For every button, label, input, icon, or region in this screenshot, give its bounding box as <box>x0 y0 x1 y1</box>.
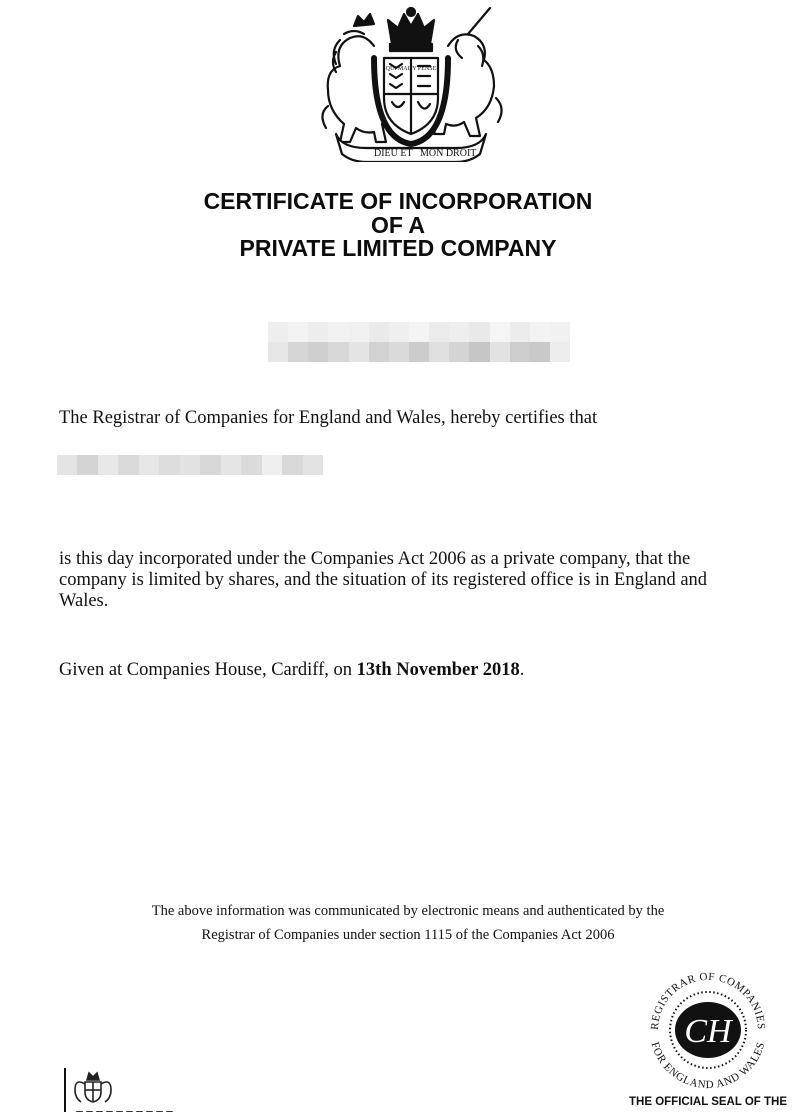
note-line: Registrar of Companies under section 1115 of the Companies Act 2006 <box>201 927 615 943</box>
seal-caption: THE OFFICIAL SEAL OF THE <box>629 1096 788 1108</box>
given-suffix: . <box>519 660 525 680</box>
gov-logo-divider <box>64 1068 66 1112</box>
note-line: The above information was communicated by electronic means and authenticated by the <box>151 903 665 919</box>
incorporation-statement: is this day incorporated under the Companies Act 2006 as a private company, that the company is limited by shares, and the situation of its registered office is in England and Wales. <box>59 549 708 611</box>
crest-garter-text: QUI MAL Y PENSE <box>385 66 437 72</box>
seal-ring-text: REGISTRAR OF COMPANIES <box>648 970 768 1031</box>
given-at-statement <box>59 660 759 681</box>
title-line: CERTIFICATE OF INCORPORATION <box>203 188 593 214</box>
title-line: PRIVATE LIMITED COMPANY <box>239 235 557 261</box>
seal-monogram: CH <box>684 1013 732 1050</box>
title-line: OF A <box>370 211 426 238</box>
gov-crest-icon <box>72 1070 114 1104</box>
registrar-seal-icon <box>640 962 776 1098</box>
certificate-title <box>0 190 796 261</box>
royal-coat-of-arms-icon <box>318 6 504 162</box>
redacted-company-number <box>268 322 570 362</box>
seal-ring-text-bottom: FOR ENGLAND AND WALES <box>648 1040 768 1092</box>
gov-logo-wordmark <box>76 1105 176 1112</box>
redacted-company-name <box>57 455 323 475</box>
crest-motto-right: MON DROIT <box>420 148 477 159</box>
certifies-statement: The Registrar of Companies for England and Wales, hereby certifies that <box>59 408 598 428</box>
authentication-note <box>0 899 796 947</box>
given-prefix: Given at Companies House, Cardiff, on <box>59 660 357 680</box>
crest-motto-left: DIEU ET <box>374 148 413 159</box>
incorporation-date: 13th November 2018 <box>356 660 520 680</box>
